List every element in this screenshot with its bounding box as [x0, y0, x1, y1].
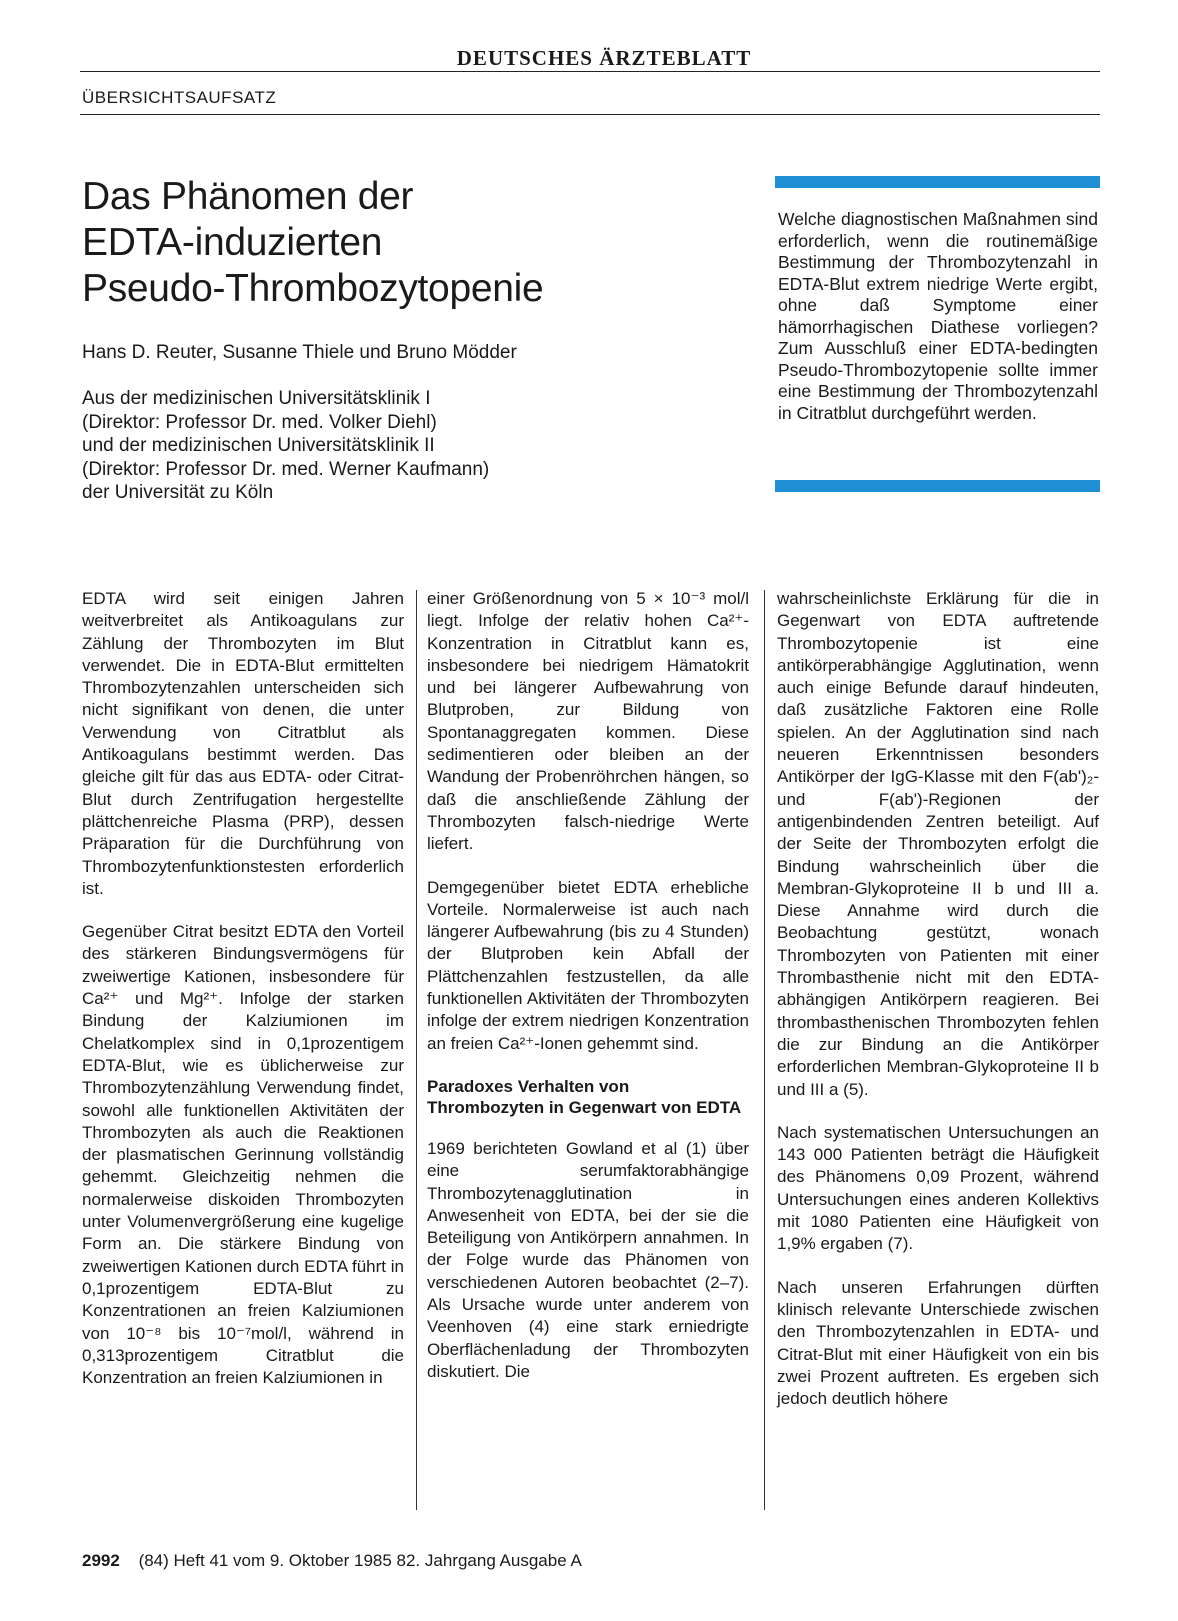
body-column-2 — [427, 588, 749, 1404]
masthead: DEUTSCHES ÄRZTEBLATT — [456, 46, 752, 70]
body-column-1 — [82, 588, 404, 1410]
paragraph: Nach unseren Erfahrungen dürften klinisch relevante Unterschiede zwischen den Thrombozytenzahlen in EDTA- und Citrat-Blut mit einer Häufigkeit von ein bis zwei Prozent auftreten. Es ergeben sich jedoch deutlich höhere — [777, 1277, 1099, 1409]
title-line: EDTA-induzierten — [82, 221, 383, 264]
section-label: ÜBERSICHTSAUFSATZ — [82, 88, 277, 107]
affiliation-line: und der medizinischen Universitätsklinik II — [82, 435, 435, 456]
issue-info: (84) Heft 41 vom 9. Oktober 1985 82. Jahrgang Ausgabe A — [138, 1551, 582, 1570]
paragraph: Nach systematischen Untersuchungen an 143 000 Patienten beträgt die Häufigkeit des Phänomens 0,09 Prozent, während Untersuchungen eines anderen Kollektivs mit 1080 Patienten eine Häufigkeit von 1,9% ergaben (7). — [777, 1122, 1099, 1254]
abstract-bar-top — [775, 176, 1100, 188]
title-line: Pseudo-Thrombozytopenie — [82, 267, 544, 310]
column-divider — [416, 590, 417, 1510]
paragraph: Gegenüber Citrat besitzt EDTA den Vorteil des stärkeren Bindungsvermögens für zweiwertige Kationen, insbesondere für Ca²⁺ und Mg²⁺. Infolge der starken Bindung der Kalziumionen im Chelatkomplex sind in 0,1prozentigem EDTA-Blut, wie es üblicherweise zur Thrombozytenzählung Verwendung findet, sowohl alle funktionellen Aktivitäten der Thrombozyten als auch die Reaktionen der plasmatischen Gerinnung vollständig gehemmt. Gleichzeitig nehmen die normalerweise diskoiden Thrombozyten unter Volumenvergrößerung eine kugelige Form an. Die stärkere Bindung von zweiwertigen Kationen durch EDTA führt in 0,1prozentigem EDTA-Blut zu Konzentrationen an freien Kalziumionen von 10⁻⁸ bis 10⁻⁷mol/l, während in 0,313prozentigem Citratblut die Konzentration an freien Kalziumionen in — [82, 922, 404, 1388]
paragraph: einer Größenordnung von 5 × 10⁻³ mol/l liegt. Infolge der relativ hohen Ca²⁺-Konzentration in Citratblut kann es, insbesondere bei niedrigem Hämatokrit und bei längerer Aufbewahrung von Blutproben, zur Bildung von Spontanaggregaten kommen. Diese sedimentieren oder bleiben an der Wandung der Probenröhrchen hängen, so daß die anschließende Zählung der Thrombozyten falsch-niedrige Werte liefert. — [427, 589, 749, 854]
paragraph: wahrscheinlichste Erklärung für die in Gegenwart von EDTA auftretende Thrombozytopenie ist eine antikörperabhängige Agglutination, wenn auch einige Befunde darauf hindeuten, daß zusätzliche Faktoren eine Rolle spielen. An der Agglutination sind nach neueren Erkenntnissen besonders Antikörper der IgG-Klasse mit den F(ab')₂- und F(ab')-Regionen der antigenbindenden Zentren beteiligt. Auf der Seite der Thrombozyten erfolgt die Bindung wahrscheinlich über die Membran-Glykoproteine II b und III a. Diese Annahme wird durch die Beobachtung gestützt, wonach Thrombozyten von Patienten mit einer Thrombasthenie nicht mit den EDTA-abhängigen Antikörpern reagieren. Bei thrombasthenischen Thrombozyten fehlen die zur Bindung an die Antikörper erforderlichen Membran-Glykoproteine II b und III a (5). — [777, 589, 1099, 1099]
affiliation-line: (Direktor: Professor Dr. med. Volker Diehl) — [82, 411, 437, 433]
article-title — [82, 174, 702, 312]
paragraph: 1969 berichteten Gowland et al (1) über eine serumfaktorabhängige Thrombozytenagglutination in Anwesenheit von EDTA, bei der sie die Beteiligung von Antikörpern annahmen. In der Folge wurde das Phänomen von verschiedenen Autoren beobachtet (2–7). Als Ursache wurde unter anderem von Veenhoven (4) eine stark erniedrigte Oberflächenladung der Thrombozyten diskutiert. Die — [427, 1138, 749, 1381]
body-column-3 — [777, 588, 1099, 1431]
paragraph: EDTA wird seit einigen Jahren weitverbreitet als Antikoagulans zur Zählung der Thrombozyten im Blut verwendet. Die in EDTA-Blut ermittelten Thrombozytenzahlen unterscheiden sich nicht signifikant von denen, die unter Verwendung von Citratblut als Antikoagulans bestimmt werden. Das gleiche gilt für das aus EDTA- oder Citrat-Blut durch Zentrifugation hergestellte plättchenreiche Plasma (PRP), dessen Präparation für die Durchführung von Thrombozytenfunktionstesten erforderlich ist. — [82, 589, 404, 898]
paragraph: Demgegenüber bietet EDTA erhebliche Vorteile. Normalerweise ist auch nach längerer Aufbewahrung (bis zu 4 Stunden) der Blutproben kein Abfall der Plättchenzahlen festzustellen, da alle funktionellen Aktivitäten der Thrombozyten infolge der extrem niedrigen Konzentration an freien Ca²⁺-Ionen gehemmt sind. — [427, 877, 749, 1053]
header-rule-bottom — [80, 114, 1100, 115]
title-line: Das Phänomen der — [82, 175, 414, 218]
affiliation-line: Aus der medizinischen Universitätsklinik I — [82, 388, 431, 409]
page-footer — [82, 1551, 582, 1571]
page-number: 2992 — [82, 1551, 120, 1570]
authors: Hans D. Reuter, Susanne Thiele und Bruno Mödder — [82, 342, 517, 363]
header-rule-top — [80, 71, 1100, 72]
affiliation — [82, 387, 722, 505]
abstract: Welche diagnostischen Maßnahmen sind erforderlich, wenn die routinemäßige Bestimmung der Thrombozytenzahl in EDTA-Blut extrem niedrige Werte ergibt, ohne daß Symptome einer hämorrhagischen Diathese vorliegen? Zum Ausschluß einer EDTA-bedingten Pseudo-Thrombozytopenie sollte immer eine Bestimmung der Thrombozytenzahl in Citratblut durchgeführt werden. — [778, 209, 1098, 423]
subheading: Paradoxes Verhalten von Thrombozyten in Gegenwart von EDTA — [427, 1076, 742, 1117]
column-divider — [764, 590, 765, 1510]
affiliation-line: der Universität zu Köln — [82, 482, 274, 503]
abstract-bar-bottom — [775, 480, 1100, 492]
affiliation-line: (Direktor: Professor Dr. med. Werner Kaufmann) — [82, 458, 490, 480]
